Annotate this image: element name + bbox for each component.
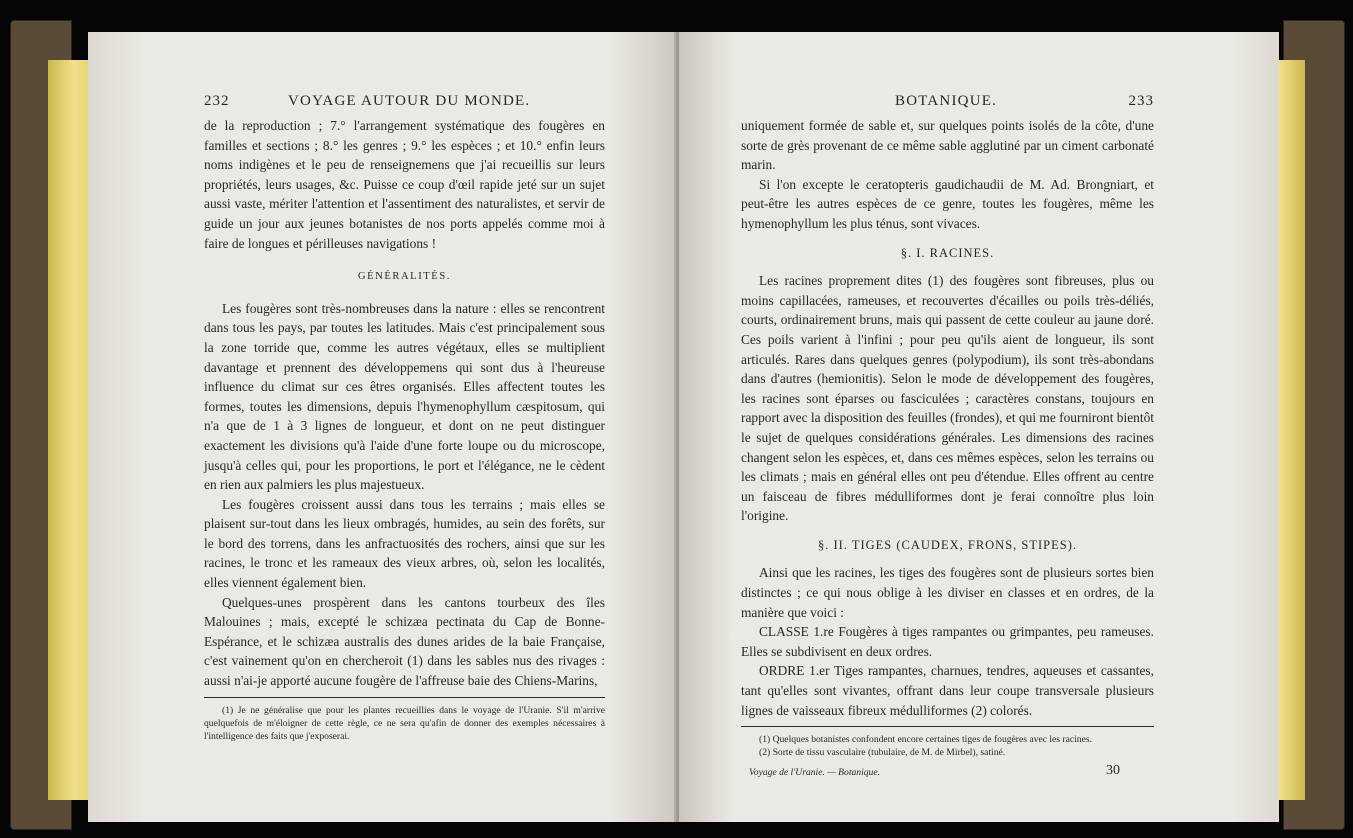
running-title: VOYAGE AUTOUR DU MONDE.	[288, 93, 531, 109]
right-page-text	[741, 92, 1154, 781]
page-number: 233	[1128, 93, 1154, 109]
left-page-text	[204, 92, 605, 743]
paragraph: Ainsi que les racines, les tiges des fougères sont de plusieurs sortes bien distinctes ; ce qui nous oblige à les diviser en classes et en ordres, de la manière que voici :	[741, 565, 1154, 620]
right-page-header	[741, 92, 1154, 114]
paragraph: Si l'on excepte le ceratopteris gaudichaudii de M. Ad. Brongniart, et peut-être les autres espèces de ce genre, toutes les fougères, même les hymenophyllum les plus ténus, sont vivaces.	[741, 176, 1154, 231]
left-page-header	[204, 92, 605, 114]
section-heading: GÉNÉRALITÉS.	[358, 271, 451, 283]
paragraph: Les fougères croissent aussi dans tous les terrains ; mais elles se plaisent sur-tout dans les lieux ombragés, humides, au sein des forêts, sur le bord des torrens, dans les anfractuosités des rochers, ainsi que sur les racines, le tronc et les rameaux des vieux arbres, où, selon les localités, elles viennent également bien.	[204, 496, 605, 591]
paragraph: ORDRE 1.er Tiges rampantes, charnues, tendres, aqueuses et cassantes, tant qu'elles sont vivantes, offrant dans leur coupe transversale plusieurs lignes de vaisseaux fibreux médulliformes (2) colorés.	[741, 663, 1154, 718]
running-title: BOTANIQUE.	[895, 93, 998, 109]
paragraph: uniquement formée de sable et, sur quelques points isolés de la côte, d'une sorte de grès provenant de ce même sable agglutiné par un ciment carbonaté marin.	[741, 118, 1154, 173]
footnote-separator	[741, 726, 1154, 727]
page-footer	[741, 761, 1154, 781]
paragraph: Quelques-unes prospèrent dans les cantons tourbeux des îles Malouines ; mais, excepté le schizæa pectinata du Cap de Bonne-Espérance, et le schizæa australis des dunes arides de la baie Française, c'est vainement qu'on en chercheroit (1) dans les sables nus des rivages : aussi n'ai-je apporté aucune fougère de l'affreuse baie des Chiens-Marins,	[204, 594, 605, 689]
footnote: (2) Sorte de tissu vasculaire (tubulaire, de M. de Mirbel), satiné.	[759, 747, 1006, 759]
footnote: (1) Je ne généralise que pour les plantes recueillies dans le voyage de l'Uranie. S'il m'arrive quelquefois de m'éloigner de cette règle, ce ne sera qu'afin de donner des exemples nécessaires à l'intelligence des faits que j'exposerai.	[204, 704, 605, 742]
paragraph: CLASSE 1.re Fougères à tiges rampantes ou grimpantes, peu rameuses. Elles se subdivisent en deux ordres.	[741, 624, 1154, 659]
footnote: (1) Quelques botanistes confondent encore certaines tiges de fougères avec les racines.	[759, 734, 1092, 746]
footer-gathering-number: 30	[1106, 763, 1120, 779]
paragraph: Les racines proprement dites (1) des fougères sont fibreuses, plus ou moins capillacées, rameuses, et recouvertes d'écailles ou poils très-déliés, courts, ordinairement bruns, mais qui passent de cette couleur au jaune doré. Ces poils varient à l'infini ; pour peu qu'ils aient de longueur, ils sont articulés. Rares dans quelques genres (polypodium), ils sont très-abondans dans d'autres (hemionitis). Selon le mode de développement des fougères, les racines sont éparses ou fasciculées ; caractères constans, toujours en rapport avec la disposition des feuilles (frondes), et qui me fourniront bientôt le sujet de quelques considérations générales. Les dimensions des racines changent selon les espèces, et, dans ces mêmes espèces, selon les terrains ou les climats ; mais en général elles ont peu d'étendue. Elles offrent au centre un faisceau de fibres médulliformes dont je ferai connoître plus loin l'origine.	[741, 273, 1154, 524]
page-number: 232	[204, 93, 230, 109]
footer-signature: Voyage de l'Uranie. — Botanique.	[749, 767, 881, 779]
section-heading: §. II. TIGES (CAUDEX, FRONS, STIPES).	[817, 537, 1077, 552]
open-book	[10, 20, 1345, 828]
section-heading: §. I. RACINES.	[900, 245, 995, 260]
paragraph: de la reproduction ; 7.° l'arrangement systématique des fougères en familles et sections ; 8.° les genres ; 9.° les espèces ; et 10.° enfin leurs noms indigènes et le peu de renseignemens que j'ai recueillis sur leurs propriétés, leurs usages, &c. Puisse ce coup d'œil rapide jeté sur un sujet aussi vaste, mériter l'attention et l'assentiment des naturalistes, et servir de guide un jour aux jeunes botanistes de nos ports appelés comme moi à faire de longues et périlleuses navigations !	[204, 118, 605, 251]
left-page	[88, 32, 681, 822]
footnote-separator	[204, 697, 605, 698]
paragraph: Les fougères sont très-nombreuses dans la nature : elles se rencontrent dans tous les pays, par toutes les latitudes. Mais c'est principalement sous la zone torride que, comme les autres végétaux, elles se multiplient davantage et prennent des développemens qui sont dus à l'heureuse influence du climat sur ces êtres organisés. Elles affectent toutes les formes, toutes les dimensions, depuis l'hymenophyllum cæspitosum, qui n'a que de 1 à 3 lignes de longueur, et dont on ne peut distinguer exactement les divisions qu'à l'aide d'une forte loupe ou du microscope, jusqu'à celles qui, pour les proportions, le port et l'élégance, ne le cèdent en rien aux palmiers les plus majestueux.	[204, 300, 605, 493]
right-page	[679, 32, 1279, 822]
